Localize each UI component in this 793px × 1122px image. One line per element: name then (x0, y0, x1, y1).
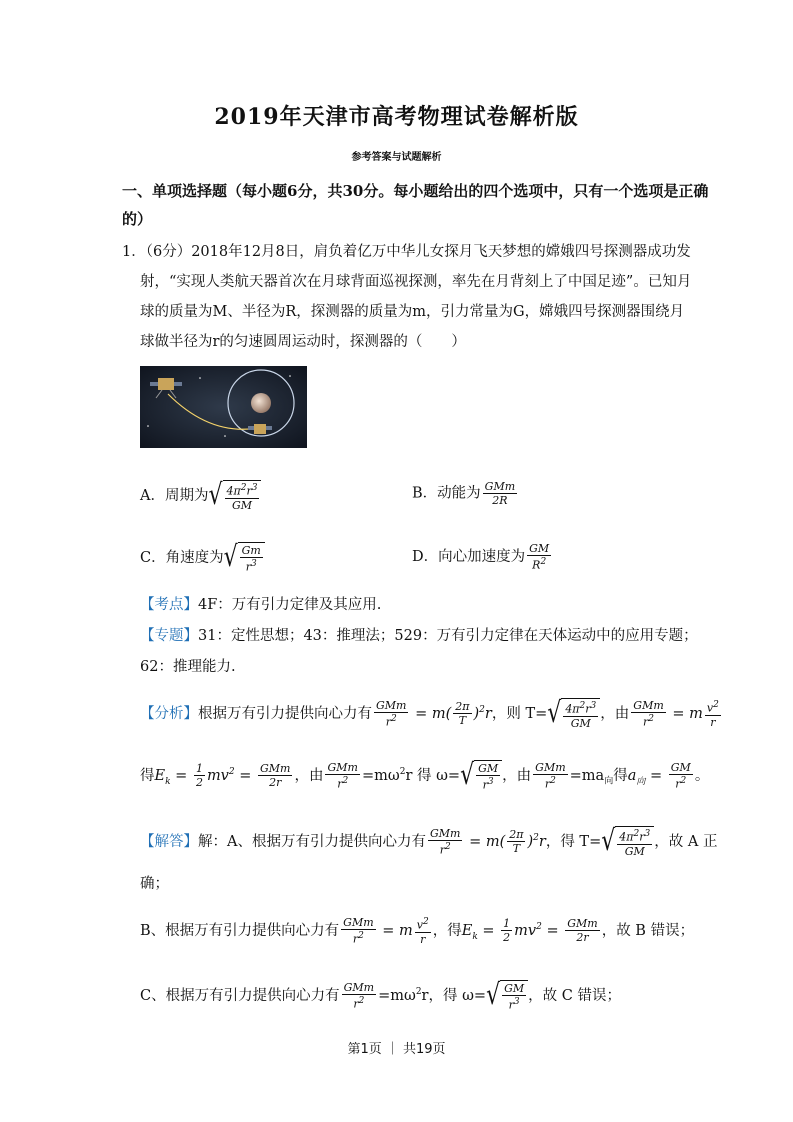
answer-b-text: B、根据万有引力提供向心力有 (140, 922, 340, 939)
fenxi-text: r 得 ω= (405, 767, 461, 784)
option-d-label: D．向心加速度为 (412, 548, 526, 565)
page-footer: 第1页 ｜ 共19页 (347, 1042, 446, 1057)
question-line: 射，“实现人类航天器首次在月球背面巡视探测，率先在月背刻上了中国足迹”。已知月 (140, 274, 692, 290)
formula: $\frac{1}{2}$ (503, 917, 511, 945)
fenxi-text: ，则 T= (491, 705, 548, 722)
formula: $\frac{GM}{R^2}$ (529, 542, 550, 572)
fenxi-text: ，由 (600, 705, 630, 722)
zhuanti-tag: 【专题】 (140, 628, 198, 644)
question-line: 球的质量为M、半径为R，探测器的质量为m，引力常量为G，嫦娥四号探测器围绕月 (140, 304, 685, 320)
option-a[interactable] (140, 480, 261, 512)
option-b-label: B．动能为 (412, 485, 481, 502)
page-title: 2019年天津市高考物理试卷解析版 (214, 104, 579, 130)
fenxi-line: 【分析】根据万有引力提供向心力有 $\frac{\text{GMm}}{r^2}$ = m( $\frac{2\pi}{T}$ )$^2$r，则 T= √ $\frac{4\pi^2r^3}{GM}$ ，由 $\frac{\text{GMm}}{r^2}$ = m $\frac{v^2}{r}$ (140, 696, 719, 730)
formula: $\frac{1}{2}$ (195, 762, 203, 790)
option-c-label: C．角速度为 (140, 549, 224, 566)
fenxi-text: 根据万有引力提供向心力有 (198, 705, 372, 722)
fenxi-text: 。 (694, 767, 710, 784)
formula: √ $\frac{Gm}{r^3}$ (224, 542, 265, 574)
formula: $\frac{\text{GMm}}{r^2}$ (343, 916, 374, 946)
zhuanti-line (140, 624, 698, 645)
formula: $\frac{\text{GMm}}{2R}$ (484, 480, 516, 507)
kaodian-text: 4F：万有引力定律及其应用. (198, 597, 382, 613)
section-heading-cont: 的） (122, 210, 153, 228)
jieda-text: 解：A、根据万有引力提供向心力有 (198, 833, 426, 850)
answer-c-text: =mω (378, 987, 416, 1004)
fenxi-text: =ma (569, 767, 605, 784)
answer-b-line: B、根据万有引力提供向心力有 $\frac{\text{GMm}}{r^2}$ = m $\frac{v^2}{r}$ ，得$E_k$ = $\frac{1}{2}$ $mv^2$ = $\frac{\text{GMm}}{2r}$ ，故 B 错误； (140, 916, 695, 946)
formula: $\frac{\text{GMm}}{r^2}$ (535, 761, 566, 791)
formula: $\frac{2\pi}{T}$ (455, 700, 470, 728)
zhuanti-line-cont: 62：推理能力. (140, 659, 236, 675)
answer-b-text: ，故 B 错误； (601, 922, 695, 939)
kaodian-line (140, 593, 381, 614)
formula: √ $\frac{GM}{r^3}$ (460, 760, 502, 792)
zhuanti-text: 31：定性思想；43：推理法；529：万有引力定律在天体运动中的应用专题； (198, 628, 698, 644)
fenxi-text: 得 (140, 767, 155, 784)
kaodian-tag: 【考点】 (140, 597, 198, 613)
question-line: 球做半径为r的匀速圆周运动时，探测器的（ ） (140, 334, 466, 350)
formula: √ $\frac{GM}{r^3}$ (486, 980, 528, 1012)
formula: $\frac{\text{GMm}}{r^2}$ (429, 827, 461, 857)
formula: $\frac{\text{GMm}}{r^2}$ (376, 699, 407, 729)
answer-c-text: C、根据万有引力提供向心力有 (140, 987, 340, 1004)
jieda-line: 【解答】解：A、根据万有引力提供向心力有 $\frac{\text{GMm}}{r^2}$ = m( $\frac{2\pi}{T}$ )$^2$r，得 T= √ $\frac{4\pi^2r^3}{GM}$ ，故 A 正 (140, 824, 718, 858)
option-c[interactable] (140, 542, 265, 574)
jieda-text: ，得 T= (545, 833, 602, 850)
answer-c-text: r，得 ω= (421, 987, 487, 1004)
answer-b-text: ，得 (432, 922, 462, 939)
page-subtitle: 参考答案与试题解析 (351, 152, 442, 163)
jieda-tag: 【解答】 (140, 833, 198, 850)
jieda-line-cont: 确； (140, 876, 169, 892)
formula: $\frac{GM}{r^2}$ (670, 761, 691, 791)
formula: $\frac{\text{GMm}}{r^2}$ (327, 761, 358, 791)
section-heading: 一、单项选择题（每小题6分，共30分。每小题给出的四个选项中，只有一个选项是正确 (122, 182, 709, 200)
formula: √ $\frac{4\pi^2r^3}{GM}$ (601, 826, 654, 858)
answer-c-line: C、根据万有引力提供向心力有 $\frac{\text{GMm}}{r^2}$ $=m\omega^2r$，得 ω= √ $\frac{GM}{r^3}$ ，故 C 错误； (140, 978, 621, 1012)
fenxi-text: ，由 (294, 767, 324, 784)
formula: $\frac{v^2}{r}$ (416, 917, 429, 946)
formula: $\frac{v^2}{r}$ (706, 700, 719, 729)
fenxi-text: ，由 (502, 767, 532, 784)
formula: $\frac{\text{GMm}}{2r}$ (260, 762, 291, 790)
formula: $\frac{2\pi}{T}$ (509, 828, 524, 856)
formula: $\frac{\text{GMm}}{2r}$ (567, 917, 598, 945)
jieda-text: ，故 A 正 (654, 833, 718, 850)
fenxi-line-2: 得$E_k$ = $\frac{1}{2}$ $mv^2$ = $\frac{\text{GMm}}{2r}$ ，由 $\frac{\text{GMm}}{r^2}$ $=m\omega^2r$ 得 ω= √ $\frac{GM}{r^3}$ ，由 $\frac{\text{GMm}}{r^2}$ $=ma_向$得$a_向$ = $\frac{GM}{r^2}$ 。 (140, 758, 710, 792)
question-line: 1．（6分）2018年12月8日，肩负着亿万中华儿女探月飞天梦想的嫦娥四号探测器成功发 (122, 244, 691, 260)
answer-c-text: ，故 C 错误； (528, 987, 621, 1004)
option-a-label: A．周期为 (140, 487, 209, 504)
fenxi-tag: 【分析】 (140, 705, 198, 722)
formula: $\frac{\text{GMm}}{r^2}$ (343, 981, 375, 1011)
formula: √ $\frac{4\pi^2r^3}{GM}$ (547, 698, 600, 730)
probe-orbit-image (140, 366, 307, 448)
fenxi-text: =mω (361, 767, 400, 784)
option-b[interactable] (412, 480, 519, 507)
formula: $\frac{\text{GMm}}{r^2}$ (633, 699, 664, 729)
fenxi-text: 得 (613, 767, 628, 784)
option-d[interactable] (412, 542, 553, 572)
formula: √ $\frac{4\pi^2r^3}{GM}$ (208, 480, 261, 512)
